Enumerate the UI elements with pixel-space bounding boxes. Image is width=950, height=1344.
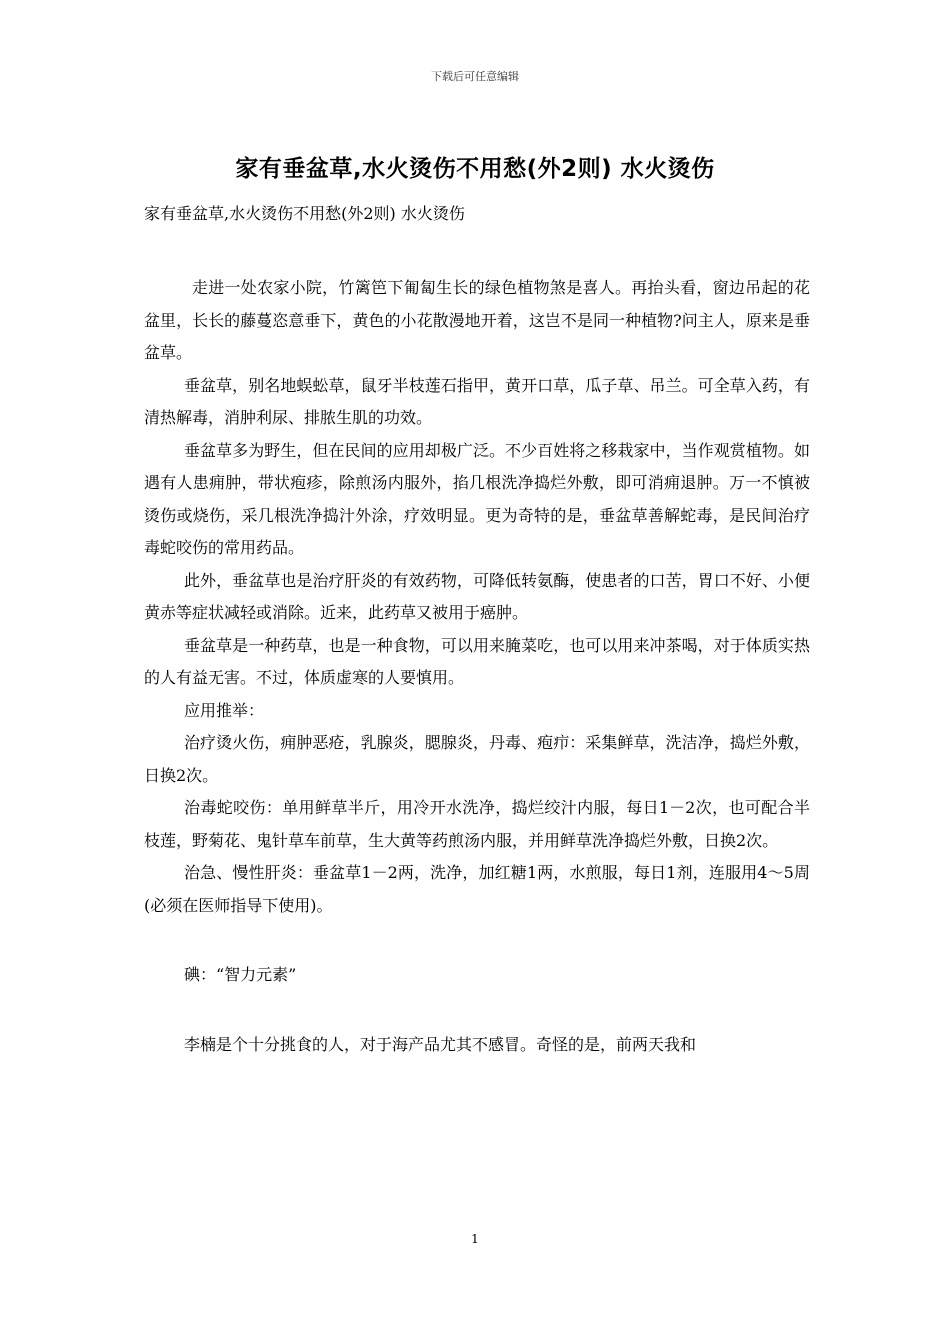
paragraph-burns: 治疗烫火伤，痈肿恶疮，乳腺炎，腮腺炎，丹毒、疱疖：采集鲜草，洗洁净，捣烂外敷，日换2次。 [144,733,810,785]
paragraph-food: 垂盆草是一种药草，也是一种食物，可以用来腌菜吃，也可以用来冲茶喝，对于体质实热的人有益无害。不过，体质虚寒的人要慎用。 [144,635,810,687]
document-body [144,272,810,1061]
paragraph-snakebite: 治毒蛇咬伤：单用鲜草半斤，用冷开水洗净，捣烂绞汁内服，每日1－2次，也可配合半枝莲，野菊花、鬼针草车前草，生大黄等药煎汤内服，并用鲜草洗净捣烂外敷，日换2次。 [144,798,810,850]
page-title: 家有垂盆草,水火烫伤不用愁(外2则) 水火烫伤 [235,156,715,182]
paragraph-hepatitis: 此外，垂盆草也是治疗肝炎的有效药物，可降低转氨酶，使患者的口苦，胃口不好、小便黄赤等症状减轻或消除。近来，此药草又被用于癌肿。 [144,570,810,622]
paragraph-folk-use: 垂盆草多为野生，但在民间的应用却极广泛。不少百姓将之移栽家中，当作观赏植物。如遇有人患痈肿，带状疱疹，除煎汤内服外，掐几根洗净捣烂外敷，即可消痈退肿。万一不慎被烫伤或烧伤，采几根洗净捣汁外涂，疗效明显。更为奇特的是，垂盆草善解蛇毒，是民间治疗毒蛇咬伤的常用药品。 [144,440,810,557]
paragraph-alias: 垂盆草，别名地蜈蚣草，鼠牙半枝莲石指甲，黄开口草，瓜子草、吊兰。可全草入药，有清热解毒，消肿利尿、排脓生肌的功效。 [144,375,810,427]
page-number: 1 [471,1232,479,1246]
page-subtitle: 家有垂盆草,水火烫伤不用愁(外2则) 水火烫伤 [144,204,465,223]
header-note: 下载后可任意编辑 [431,70,519,83]
paragraph-liver: 治急、慢性肝炎：垂盆草1－2两，洗净，加红糖1两，水煎服，每日1剂，连服用4～5周(必须在医师指导下使用)。 [144,863,810,915]
paragraph-intro: 走进一处农家小院，竹篱笆下匍匐生长的绿色植物煞是喜人。再抬头看，窗边吊起的花盆里，长长的藤蔓恣意垂下，黄色的小花散漫地开着，这岂不是同一种植物?问主人，原来是垂盆草。 [144,278,810,362]
paragraph-iodine-intro: 李楠是个十分挑食的人，对于海产品尤其不感冒。奇怪的是，前两天我和 [184,1034,697,1054]
paragraph-recommend-heading: 应用推举： [184,700,265,720]
section-heading-iodine: 碘：“智力元素” [184,965,297,984]
